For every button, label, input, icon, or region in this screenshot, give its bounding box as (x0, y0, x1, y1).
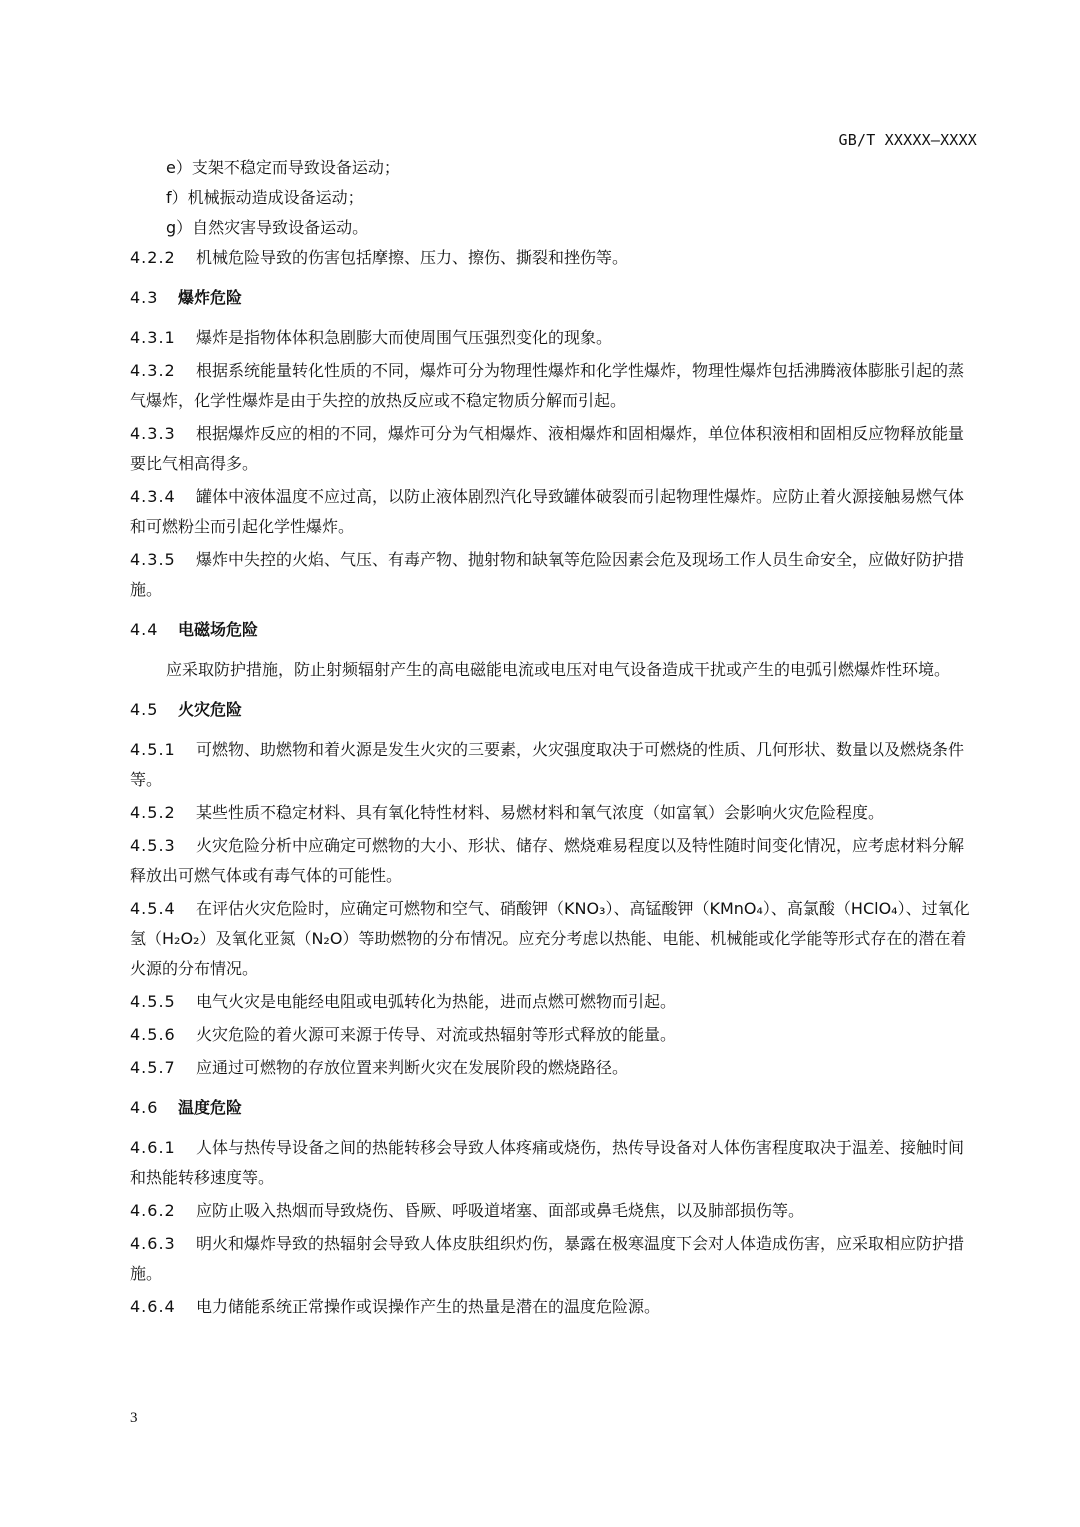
clause-number: 4.5.4 (130, 899, 176, 918)
clause-number: 4.3.4 (130, 487, 176, 506)
clause-text: 爆炸是指物体体积急剧膨大而使周围气压强烈变化的现象。 (196, 328, 613, 347)
section-title: 爆炸危险 (178, 288, 243, 307)
clause-number: 4.6.2 (130, 1201, 176, 1220)
section-heading-4-4 (130, 615, 978, 645)
section-title: 电磁场危险 (178, 620, 259, 639)
clause-number: 4.3.1 (130, 328, 176, 347)
clause-text: 根据爆炸反应的相的不同，爆炸可分为气相爆炸、液相爆炸和固相爆炸，单位体积液相和固相反应物释放能量要比气相高得多。 (130, 424, 965, 473)
clause-text: 可燃物、助燃物和着火源是发生火灾的三要素，火灾强度取决于可燃烧的性质、几何形状、数量以及燃烧条件等。 (130, 740, 965, 789)
clause-text: 电气火灾是电能经电阻或电弧转化为热能，进而点燃可燃物而引起。 (196, 992, 677, 1011)
clause-number: 4.6.4 (130, 1297, 176, 1316)
clause-4-6-2 (130, 1196, 978, 1226)
clause-number: 4.2.2 (130, 248, 176, 267)
page-number: 3 (130, 1410, 138, 1426)
clause-4-3-5 (130, 545, 978, 605)
section-title: 温度危险 (178, 1098, 243, 1117)
clause-text: 根据系统能量转化性质的不同，爆炸可分为物理性爆炸和化学性爆炸，物理性爆炸包括沸腾液体膨胀引起的蒸气爆炸，化学性爆炸是由于失控的放热反应或不稳定物质分解而引起。 (130, 361, 965, 410)
clause-text: 某些性质不稳定材料、具有氧化特性材料、易燃材料和氧气浓度（如富氧）会影响火灾危险程度。 (196, 803, 885, 822)
clause-4-5-7 (130, 1053, 978, 1083)
clause-number: 4.5.6 (130, 1025, 176, 1044)
section-heading-4-5 (130, 695, 978, 725)
clause-4-3-3 (130, 419, 978, 479)
clause-4-6-3 (130, 1229, 978, 1289)
list-item: f）机械振动造成设备运动； (166, 188, 364, 207)
clause-text: 在评估火灾危险时，应确定可燃物和空气、硝酸钾（KNO₃）、高锰酸钾（KMnO₄）、高氯酸（HClO₄）、过氧化氢（H₂O₂）及氧化亚氮（N₂O）等助燃物的分布情况。应充分考虑以热能、电能、机械能或化学能等形式存在的潜在着火源的分布情况。 (130, 899, 970, 978)
clause-4-6-1 (130, 1133, 978, 1193)
clause-text: 火灾危险的着火源可来源于传导、对流或热辐射等形式释放的能量。 (196, 1025, 677, 1044)
clause-text: 电力储能系统正常操作或误操作产生的热量是潜在的温度危险源。 (196, 1297, 661, 1316)
clause-text: 火灾危险分析中应确定可燃物的大小、形状、储存、燃烧难易程度以及特性随时间变化情况，应考虑材料分解释放出可燃气体或有毒气体的可能性。 (130, 836, 965, 885)
clause-text: 明火和爆炸导致的热辐射会导致人体皮肤组织灼伤，暴露在极寒温度下会对人体造成伤害，应采取相应防护措施。 (130, 1234, 965, 1283)
clause-4-5-3 (130, 831, 978, 891)
standard-code: GB/T XXXXX—XXXX (838, 131, 977, 149)
clause-4-5-4 (130, 894, 978, 984)
clause-number: 4.5.3 (130, 836, 176, 855)
clause-text: 应防止吸入热烟而导致烧伤、昏厥、呼吸道堵塞、面部或鼻毛烧焦，以及肺部损伤等。 (196, 1201, 805, 1220)
section-number: 4.3 (130, 288, 159, 307)
clause-number: 4.3.2 (130, 361, 176, 380)
document-body (130, 153, 978, 1325)
clause-text: 人体与热传导设备之间的热能转移会导致人体疼痛或烧伤，热传导设备对人体伤害程度取决于温差、接触时间和热能转移速度等。 (130, 1138, 965, 1187)
clause-number: 4.5.5 (130, 992, 176, 1011)
clause-number: 4.6.3 (130, 1234, 176, 1253)
clause-text: 爆炸中失控的火焰、气压、有毒产物、抛射物和缺氧等危险因素会危及现场工作人员生命安全，应做好防护措施。 (130, 550, 965, 599)
clause-number: 4.3.3 (130, 424, 176, 443)
list-item: g）自然灾害导致设备运动。 (166, 218, 369, 237)
clause-4-5-1 (130, 735, 978, 795)
section-heading-4-3 (130, 283, 978, 313)
clause-4-6-4 (130, 1292, 978, 1322)
clause-number: 4.5.1 (130, 740, 176, 759)
clause-number: 4.6.1 (130, 1138, 176, 1157)
clause-4-3-4 (130, 482, 978, 542)
clause-number: 4.3.5 (130, 550, 176, 569)
clause-text: 机械危险导致的伤害包括摩擦、压力、擦伤、撕裂和挫伤等。 (196, 248, 629, 267)
section-number: 4.4 (130, 620, 159, 639)
section-number: 4.6 (130, 1098, 159, 1117)
clause-number: 4.5.2 (130, 803, 176, 822)
section-title: 火灾危险 (178, 700, 243, 719)
list-item: e）支架不稳定而导致设备运动； (166, 158, 400, 177)
clause-4-5-6 (130, 1020, 978, 1050)
section-number: 4.5 (130, 700, 159, 719)
clause-4-5-2 (130, 798, 978, 828)
paragraph-4-4: 应采取防护措施，防止射频辐射产生的高电磁能电流或电压对电气设备造成干扰或产生的电弧引燃爆炸性环境。 (166, 660, 951, 679)
clause-4-5-5 (130, 987, 978, 1017)
clause-number: 4.5.7 (130, 1058, 176, 1077)
section-heading-4-6 (130, 1093, 978, 1123)
clause-text: 应通过可燃物的存放位置来判断火灾在发展阶段的燃烧路径。 (196, 1058, 629, 1077)
clause-4-2-2 (130, 243, 978, 273)
clause-text: 罐体中液体温度不应过高，以防止液体剧烈汽化导致罐体破裂而引起物理性爆炸。应防止着火源接触易燃气体和可燃粉尘而引起化学性爆炸。 (130, 487, 965, 536)
clause-4-3-1 (130, 323, 978, 353)
clause-4-3-2 (130, 356, 978, 416)
